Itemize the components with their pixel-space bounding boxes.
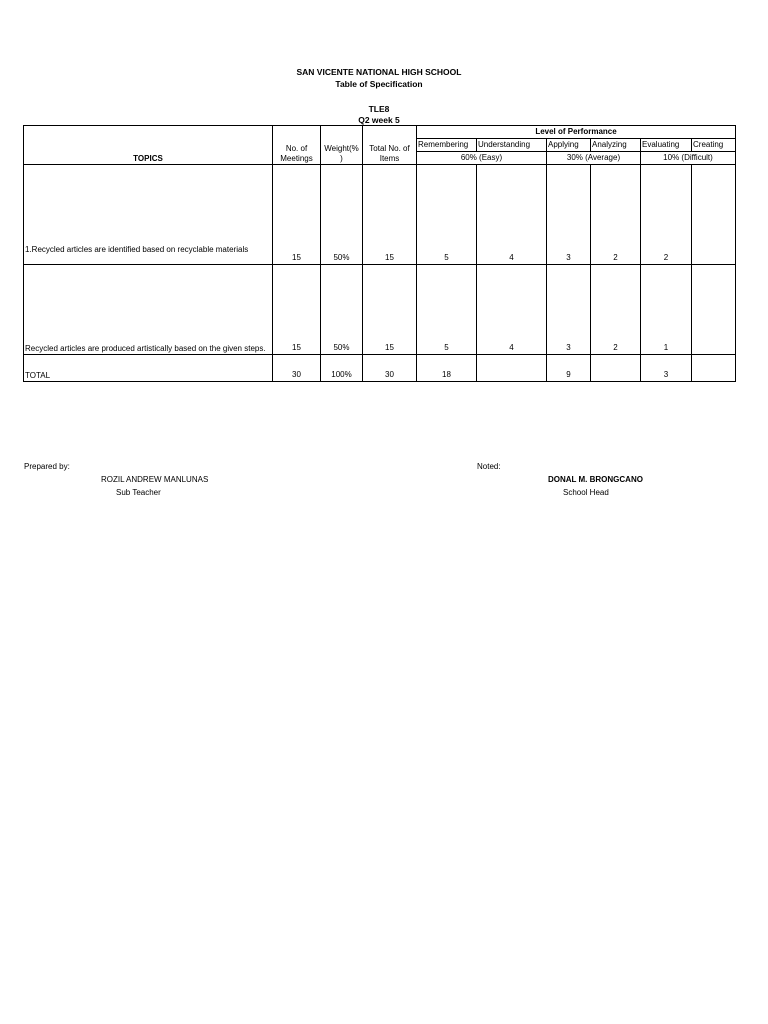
weight-cell: 50%: [321, 165, 363, 265]
preparer-name: ROZIL ANDREW MANLUNAS: [101, 475, 209, 484]
meetings-cell: 15: [273, 265, 321, 355]
subject-label: TLE8: [368, 104, 390, 114]
table-row: [24, 265, 736, 355]
topic-cell: Recycled articles are produced artistically based on the given steps.: [24, 265, 273, 355]
applying-cell: 3: [547, 165, 591, 265]
remembering-cell: 5: [417, 265, 477, 355]
total-applying: 9: [547, 355, 591, 382]
group-easy: 60% (Easy): [417, 152, 547, 165]
items-cell: 15: [363, 265, 417, 355]
applying-cell: 3: [547, 265, 591, 355]
col-header-weight: Weight(% ): [321, 126, 363, 165]
table-row: [24, 165, 736, 265]
creating-cell: [692, 265, 736, 355]
level-applying: Applying: [547, 139, 591, 152]
analyzing-cell: 2: [591, 265, 641, 355]
analyzing-cell: 2: [591, 165, 641, 265]
level-of-performance-header: Level of Performance: [417, 126, 736, 139]
group-difficult: 10% (Difficult): [641, 152, 736, 165]
noter-name: DONAL M. BRONGCANO: [548, 475, 643, 484]
total-creating: [692, 355, 736, 382]
col-header-items: Total No. of Items: [363, 126, 417, 165]
level-analyzing: Analyzing: [591, 139, 641, 152]
total-understanding: [477, 355, 547, 382]
total-evaluating: 3: [641, 355, 692, 382]
evaluating-cell: 1: [641, 265, 692, 355]
weight-cell: 50%: [321, 265, 363, 355]
level-creating: Creating: [692, 139, 736, 152]
prepared-by-label: Prepared by:: [24, 462, 70, 471]
table-header-row: [24, 126, 736, 139]
understanding-cell: 4: [477, 265, 547, 355]
table-total-row: [24, 355, 736, 382]
col-header-meetings: No. of Meetings: [273, 126, 321, 165]
level-understanding: Understanding: [477, 139, 547, 152]
topic-cell: 1.Recycled articles are identified based on recyclable materials: [24, 165, 273, 265]
noted-label: Noted:: [477, 462, 501, 471]
school-name: SAN VICENTE NATIONAL HIGH SCHOOL: [296, 67, 462, 77]
remembering-cell: 5: [417, 165, 477, 265]
total-items: 30: [363, 355, 417, 382]
period-label: Q2 week 5: [358, 115, 400, 125]
total-remembering: 18: [417, 355, 477, 382]
creating-cell: [692, 165, 736, 265]
specification-table: [23, 125, 736, 382]
meetings-cell: 15: [273, 165, 321, 265]
group-average: 30% (Average): [547, 152, 641, 165]
understanding-cell: 4: [477, 165, 547, 265]
level-evaluating: Evaluating: [641, 139, 692, 152]
preparer-role: Sub Teacher: [116, 488, 161, 497]
total-meetings: 30: [273, 355, 321, 382]
items-cell: 15: [363, 165, 417, 265]
total-weight: 100%: [321, 355, 363, 382]
col-header-topics: TOPICS: [24, 126, 273, 165]
level-remembering: Remembering: [417, 139, 477, 152]
noter-role: School Head: [563, 488, 609, 497]
total-label: TOTAL: [24, 355, 273, 382]
evaluating-cell: 2: [641, 165, 692, 265]
total-analyzing: [591, 355, 641, 382]
document-title: Table of Specification: [335, 79, 423, 89]
